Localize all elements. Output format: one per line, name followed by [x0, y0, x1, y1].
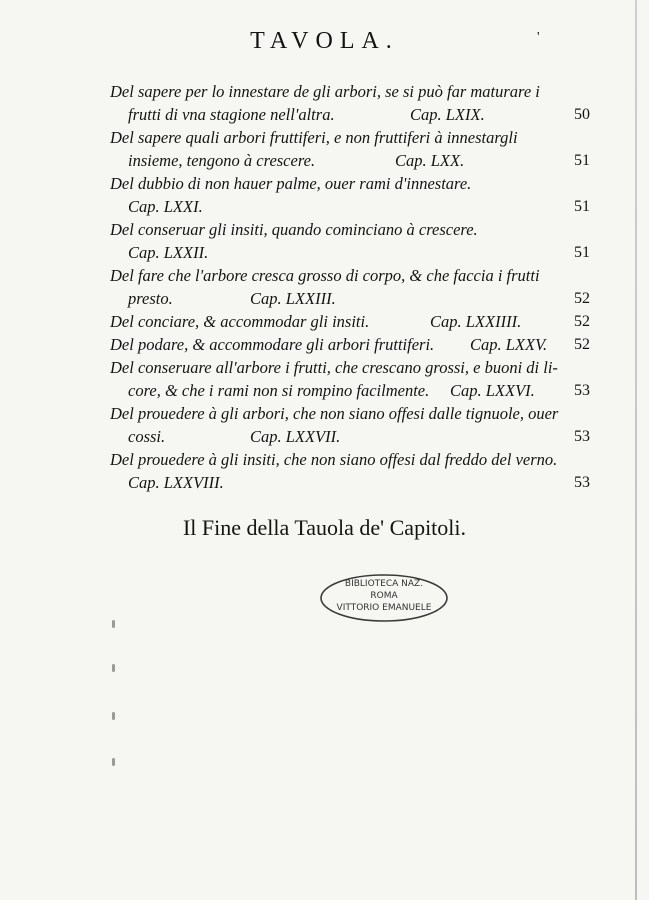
toc-entry-text: Del fare che l'arbore cresca grosso di corpo, & che faccia i frutti [110, 266, 540, 285]
toc-entry-chapter: Cap. LXXVII. [250, 427, 341, 446]
toc-entry-page: 52 [574, 290, 590, 307]
library-stamp [318, 572, 450, 624]
page-title: TAVOLA. [250, 28, 399, 54]
toc-entry-page: 53 [574, 474, 590, 491]
toc-entry [110, 103, 600, 126]
toc-entry-text: Del conciare, & accommodar gli insiti. [110, 312, 370, 331]
toc-entry [110, 80, 600, 103]
stamp-line-2: ROMA [370, 591, 398, 601]
toc-entry-chapter: Cap. LXXIIII. [430, 312, 522, 331]
table-of-contents [110, 80, 600, 494]
toc-entry-text: Del conseruar gli insiti, quando cominciano à crescere. [110, 220, 478, 239]
toc-entry-page: 50 [574, 106, 590, 123]
toc-entry-text: Del sapere quali arbori fruttiferi, e non fruttiferi à innestargli [110, 128, 518, 147]
toc-entry-text: presto. [128, 289, 173, 308]
edge-mark [112, 758, 115, 766]
toc-entry [110, 471, 600, 494]
edge-mark [112, 620, 115, 628]
toc-entry [110, 172, 600, 195]
toc-entry-text: Del sapere per lo innestare de gli arbori, se si può far maturare i [110, 82, 540, 101]
toc-entry-chapter: Cap. LXIX. [410, 105, 485, 124]
toc-entry [110, 149, 600, 172]
toc-entry [110, 195, 600, 218]
toc-entry-text: Cap. LXXI. [128, 197, 203, 216]
toc-entry [110, 264, 600, 287]
stamp-line-1: BIBLIOTECA NAZ. [344, 579, 424, 589]
toc-entry-text: cossi. [128, 427, 166, 446]
toc-entry-text: Del podare, & accommodare gli arbori fruttiferi. [110, 335, 435, 354]
edge-mark [112, 712, 115, 720]
toc-entry [110, 287, 600, 310]
edge-mark [112, 664, 115, 672]
toc-entry-text: Del prouedere à gli arbori, che non siano offesi dalle tignuole, ouer [110, 404, 559, 423]
page-fold [635, 0, 637, 900]
toc-entry [110, 379, 600, 402]
toc-entry-text: Del dubbio di non hauer palme, ouer rami d'innestare. [110, 174, 472, 193]
toc-entry [110, 402, 600, 425]
toc-entry-page: 52 [574, 336, 590, 353]
toc-entry [110, 356, 600, 379]
toc-entry-page: 51 [574, 244, 590, 261]
corner-mark: ' [537, 30, 540, 45]
toc-entry-text: insieme, tengono à crescere. [128, 151, 316, 170]
toc-entry [110, 241, 600, 264]
toc-entry-text: frutti di vna stagione nell'altra. [128, 105, 335, 124]
toc-entry [110, 333, 600, 356]
toc-entry [110, 126, 600, 149]
toc-entry-chapter: Cap. LXXIII. [250, 289, 336, 308]
stamp-line-3: VITTORIO EMANUELE [336, 603, 432, 613]
toc-entry [110, 425, 600, 448]
toc-entry-text: core, & che i rami non si rompino facilmente. [128, 381, 430, 400]
toc-entry-chapter: Cap. LXX. [395, 151, 465, 170]
toc-entry-chapter: Cap. LXXVI. [450, 381, 535, 400]
toc-entry [110, 310, 600, 333]
toc-entry-page: 51 [574, 152, 590, 169]
toc-entry-page: 52 [574, 313, 590, 330]
toc-entry [110, 218, 600, 241]
toc-entry-text: Del prouedere à gli insiti, che non siano offesi dal freddo del verno. [110, 450, 558, 469]
toc-entry-chapter: Cap. LXXV. [470, 335, 548, 354]
toc-entry-text: Cap. LXXII. [128, 243, 209, 262]
toc-entry-text: Cap. LXXVIII. [128, 473, 224, 492]
toc-entry-text: Del conseruare all'arbore i frutti, che crescano grossi, e buoni di li- [110, 358, 558, 377]
toc-entry [110, 448, 600, 471]
toc-entry-page: 53 [574, 428, 590, 445]
closing-line: Il Fine della Tauola de' Capitoli. [182, 515, 467, 540]
toc-entry-page: 51 [574, 198, 590, 215]
toc-entry-page: 53 [574, 382, 590, 399]
